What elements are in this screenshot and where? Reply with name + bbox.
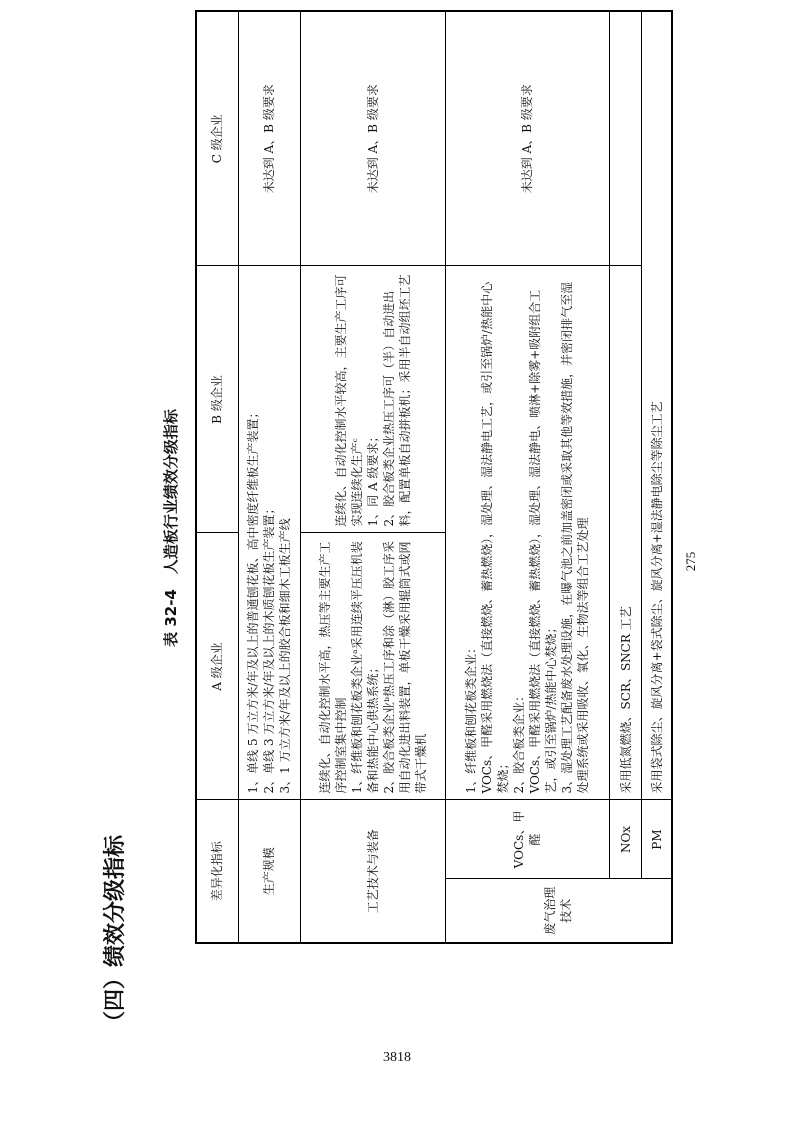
voc-line-4: VOCs、甲醛采用燃烧法（直接燃烧、蓄热燃烧），湿处理、湿法静电、喷淋+除雾+吸附组合工艺，或引至锅炉/热能中心焚烧； [528, 289, 559, 794]
voc-line-1: 1、纤维板和刨花板类企业： [464, 641, 479, 794]
pm-label: PM [642, 800, 672, 879]
tech-b-line-2: 1、同 A 级要求； [365, 430, 380, 527]
scale-line-1: 1、单线 5 万立方米/年及以上的普通刨花板、高中密度纤维板生产装置； [246, 406, 261, 794]
process-technology-b-text [300, 266, 445, 533]
row-voc-formaldehyde [445, 11, 610, 943]
voc-formaldehyde-ab-text [445, 266, 610, 800]
header-indicator: 差异化指标 [196, 800, 238, 943]
header-b-grade: B 级企业 [196, 266, 238, 533]
voc-formaldehyde-label: VOCs、甲醛 [445, 800, 610, 879]
voc-line-2: VOCs、甲醛采用燃烧法（直接燃烧、蓄热燃烧），湿处理、湿法静电工艺，或引至锅炉/热能中心焚烧； [480, 281, 511, 794]
process-technology-c-text: 未达到 A、B 级要求 [300, 11, 445, 266]
production-scale-label: 生产规模 [238, 800, 300, 943]
pm-text: 采用袋式除尘、旋风分离+袋式除尘、旋风分离+湿法静电除尘等除尘工艺 [642, 11, 672, 800]
outer-page-number: 3818 [383, 1050, 411, 1065]
production-scale-ab-text [238, 266, 300, 800]
production-scale-c-text: 未达到 A、B 级要求 [238, 11, 300, 266]
row-process-technology [300, 11, 445, 943]
gas-treatment-label: 废气治理技术 [445, 879, 672, 943]
voc-line-5: 3、湿处理工艺配备废水处理设施，在曝气池之前加盖密闭或采取其他等效措施，并密闭排气至湿处理系统或采用吸收、氧化、生物法等组合工艺处理 [560, 281, 591, 794]
nox-c-empty [610, 11, 642, 266]
row-nox [610, 11, 642, 943]
inner-page-number: 275 [683, 551, 698, 572]
table-title: 表 32-4 人造板行业绩效分级指标 [162, 409, 180, 647]
header-a-grade: A 级企业 [196, 533, 238, 800]
tech-a-line-2: 1、纤维板和刨花板类企业ᵃ采用连续平压压机装备和热能中心供热系统； [349, 541, 380, 794]
nox-text: 采用低氮燃烧、SCR、SNCR 工艺 [610, 266, 642, 800]
scale-line-2: 2、单线 3 万立方米/年及以上的木质刨花板生产装置； [262, 502, 277, 794]
row-pm [642, 11, 672, 943]
tech-b-line-3: 2、胶合板类企业热压工序可（半）自动进出料，配置单板自动拼板机；采用半自动组坯工艺 [381, 274, 412, 527]
row-production-scale [238, 11, 300, 943]
voc-formaldehyde-c-text: 未达到 A、B 级要求 [445, 11, 610, 266]
header-row [196, 11, 238, 943]
nox-label: NOx [610, 800, 642, 879]
process-technology-a-text [300, 533, 445, 800]
scale-line-3: 3、1 万立方米/年及以上的胶合板和细木工板生产线 [278, 518, 293, 794]
tech-b-line-1: 连续化、自动化控制水平较高，主要生产工序可实现连续化生产ᶜ [333, 274, 364, 527]
performance-grading-table [195, 10, 673, 944]
tech-a-line-1: 连续化、自动化控制水平高，热压等主要生产工序控制室集中控制 [317, 541, 348, 794]
header-c-grade: C 级企业 [196, 11, 238, 266]
voc-line-3: 2、胶合板类企业： [512, 689, 527, 794]
process-technology-label: 工艺技术与装备 [300, 800, 445, 943]
section-title: （四）绩效分级指标 [103, 834, 128, 1033]
tech-a-line-3: 2、胶合板类企业ᵇ热压工序和涂（淋）胶工序采用自动化进出料装置，单板干燥采用辊筒式或网带式干燥机 [381, 541, 428, 794]
